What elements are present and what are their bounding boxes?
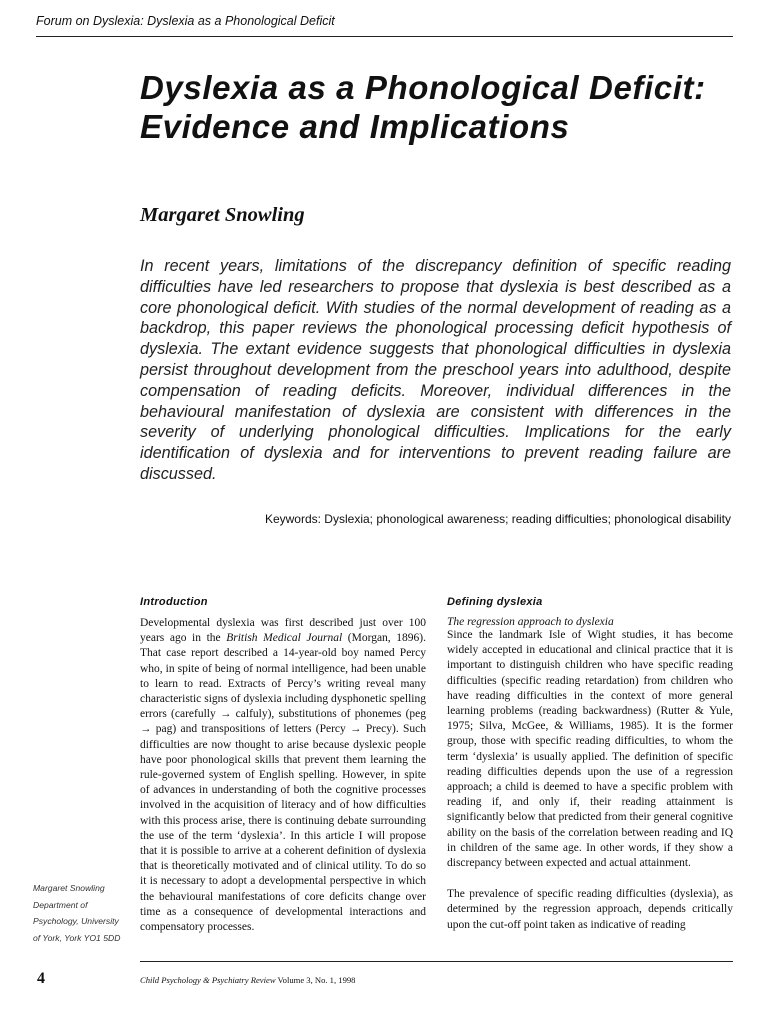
- affiliation-line: Psychology, University: [33, 916, 119, 926]
- journal-reference: British Medical Journal: [226, 632, 343, 645]
- regression-subheading: The regression approach to dyslexia: [447, 616, 614, 628]
- affiliation-line: Margaret Snowling: [33, 883, 105, 893]
- page-number: 4: [37, 970, 45, 987]
- introduction-column: [140, 596, 426, 935]
- affiliation-line: of York, York YO1 5DD: [33, 932, 121, 943]
- author-affiliation: [33, 880, 133, 946]
- journal-volume: Volume 3, No. 1, 1998: [275, 975, 356, 985]
- journal-footer: [140, 975, 355, 985]
- introduction-paragraph: [140, 616, 426, 935]
- defining-column: [447, 596, 733, 933]
- defining-paragraph-2: The prevalence of specific reading difficulties (dyslexia), as determined by the regression approach, depends critically upon the cut-off point taken as indicative of reading: [447, 888, 733, 931]
- affiliation-line: Department of: [33, 899, 88, 910]
- header-rule: [36, 36, 733, 37]
- journal-name: Child Psychology & Psychiatry Review: [140, 975, 276, 985]
- abstract: In recent years, limitations of the discrepancy definition of specific reading difficulties have led researchers to propose that dyslexia is best described as a core phonological deficit. With studies of the normal development of reading as a backdrop, this paper reviews the phonological processing deficit hypothesis of dyslexia. The extant evidence suggests that phonological difficulties in dyslexia persist throughout development from the preschool years into adulthood, despite compensation of reading deficits. Moreover, individual differences in the behavioural manifestation of dyslexia are consistent with differences in the severity of underlying phonological difficulties. Implications for the early identification of dyslexia and for interventions to prevent reading failure are discussed.: [140, 257, 731, 483]
- running-header: Forum on Dyslexia: Dyslexia as a Phonological Deficit: [36, 14, 335, 28]
- defining-paragraph-1: Since the landmark Isle of Wight studies, it has become widely accepted in educational and clinical practice that it is important to distinguish children who have specific reading difficulties (specific reading retardation) from children who have reading difficulties in the context of more general learning problems (reading backwardness) (Rutter & Yule, 1975; Silva, McGee, & Williams, 1985). It is the former group, those with specific reading difficulties, to whom the term ‘dyslexia’ is usually applied. The definition of specific reading difficulties depends upon the use of a regression approach; a child is deemed to have a specific problem with reading if, and only if, their reading attainment is significantly below that predicted from their general cognitive ability on the basis of the correlation between reading and IQ in children of the same age. In other words, if they show a discrepancy between expected and actual attainment.: [447, 629, 733, 870]
- keywords: Keywords: Dyslexia; phonological awareness; reading difficulties; phonological disability: [264, 512, 731, 526]
- author-name: Margaret Snowling: [140, 204, 305, 226]
- footer-rule: [140, 961, 733, 962]
- intro-text-a: Developmental dyslexia was first described just over 100 years ago in the: [140, 617, 426, 645]
- introduction-heading: Introduction: [140, 596, 208, 608]
- intro-text-b: (Morgan, 1896). That case report described a 14-year-old boy named Percy who, in spite of being of normal intelligence, had been unable to learn to read. Extracts of Percy’s writing reveal many characteristic signs of dyslexia including dysphonetic spelling errors (carefully → calfuly), substitutions of phonemes (peg → pag) and transpositions of letters (Percy → Precy). Such difficulties are now thought to arise because dyslexic people have poor phonological skills that prevent them learning the rule-governed system of English spelling. However, in spite of advances in understanding of both the cognitive processes involved in the acquisition of literacy and of how difficulties with this process arise, there is continuing debate surrounding the use of the term ‘dyslexia’. In this article I will propose that it is possible to arrive at a coherent definition of dyslexia that is theoretically motivated and of clinical utility. To do so it is necessary to adopt a developmental perspective in which the behavioural manifestations of core deficits change over time as a consequence of developmental interactions and compensatory processes.: [140, 632, 426, 934]
- article-title: Dyslexia as a Phonological Deficit: Evidence and Implications: [140, 69, 706, 145]
- defining-heading: Defining dyslexia: [447, 596, 543, 608]
